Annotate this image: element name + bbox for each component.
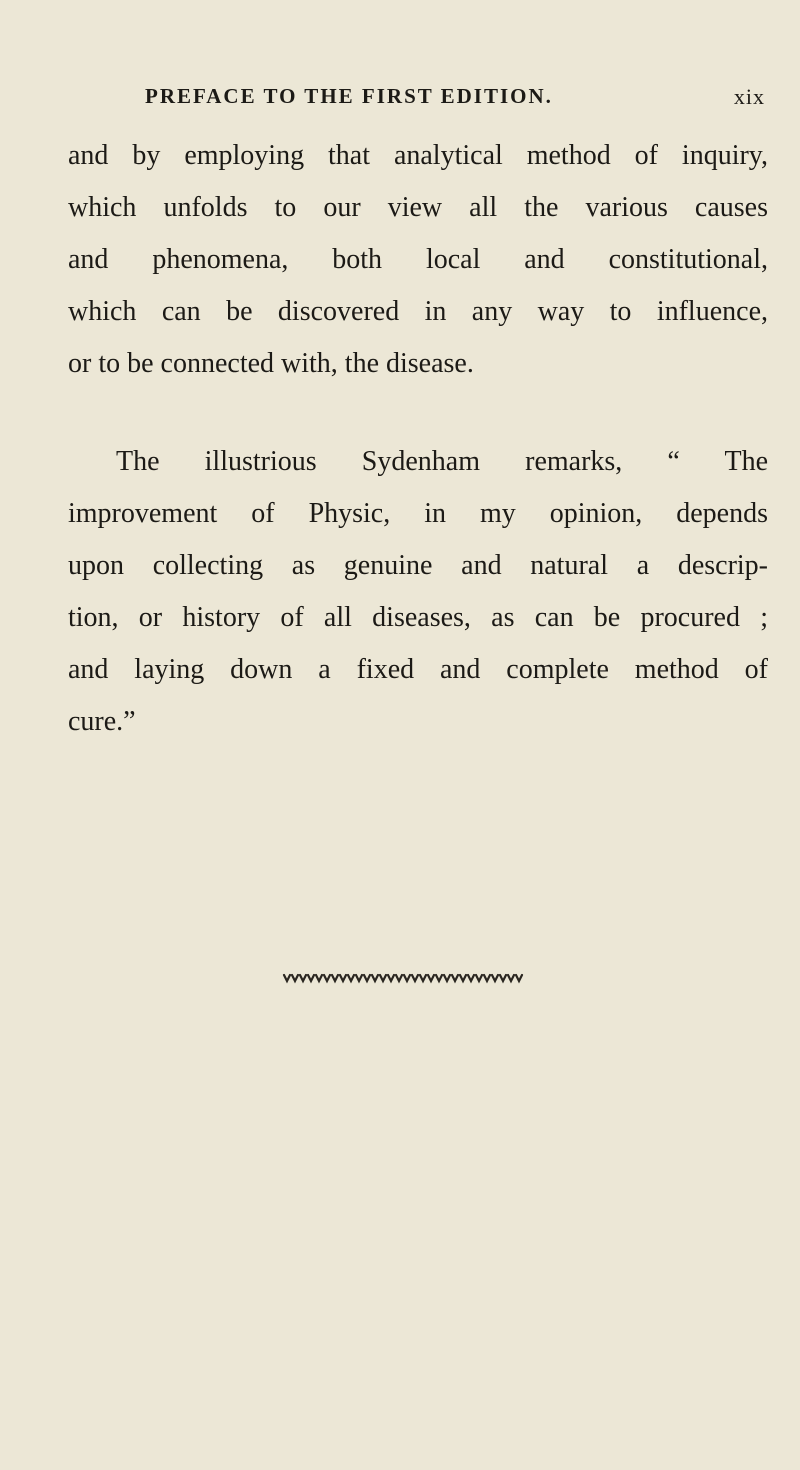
running-head-title: PREFACE TO THE FIRST EDITION. (145, 84, 553, 108)
page-number: xix (733, 84, 765, 109)
text-line: The illustrious Sydenham remarks, “ The (116, 446, 768, 477)
text-line: upon collecting as genuine and natural a descrip- (68, 550, 768, 581)
text-line: improvement of Physic, in my opinion, depends (68, 498, 768, 529)
text-line: and phenomena, both local and constitutional, (68, 244, 768, 275)
text-line: and by employing that analytical method of inquiry, (68, 140, 768, 171)
ornament-zigzag-marks (284, 975, 522, 981)
paragraph-sydenham-quote (68, 436, 768, 748)
running-head (145, 84, 765, 118)
ornamental-rule (282, 970, 532, 986)
text-line: which can be discovered in any way to influence, (68, 296, 768, 327)
text-line: tion, or history of all diseases, as can be procured ; (68, 602, 768, 633)
ornamental-rule-graphic (282, 970, 532, 986)
paragraph-continuation (68, 130, 768, 390)
text-line: cure.” (68, 706, 136, 737)
text-line: or to be connected with, the disease. (68, 348, 474, 379)
text-line: which unfolds to our view all the various causes (68, 192, 768, 223)
text-line: and laying down a fixed and complete method of (68, 654, 768, 685)
